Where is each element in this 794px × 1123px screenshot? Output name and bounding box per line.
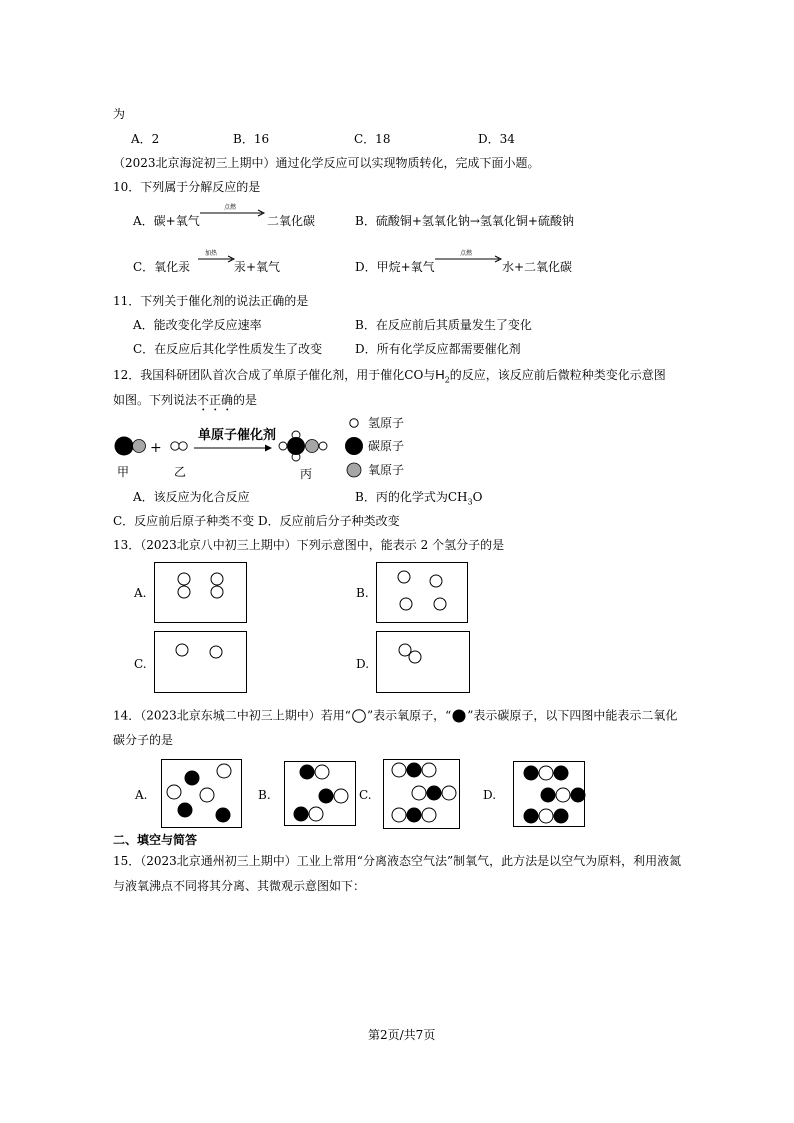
oxygen-symbol-icon — [351, 709, 367, 723]
legend-carbon-label: 碳原子 — [368, 439, 405, 453]
q9-option-a: A．2 — [131, 132, 160, 146]
bing-hydrogen-atom — [319, 442, 327, 450]
q12-stem-line1: 12．我国科研团队首次合成了单原子催化剂，用于催化CO与$H_2$的反应，该反应前后微粒种类变化示意图 — [113, 367, 666, 385]
q11-option-c: C．在反应后其化学性质发生了改变 — [133, 342, 323, 356]
q14-option-a-box — [161, 759, 242, 828]
q14-label-d: D. — [483, 788, 497, 802]
bing-carbon-atom — [287, 437, 305, 455]
q10-d-condition: 点燃 — [460, 251, 473, 257]
legend-carbon-icon — [345, 437, 363, 455]
q14-label-b: B. — [258, 788, 271, 802]
q13-option-d-box — [376, 631, 470, 693]
q14-stem-line2: 碳分子的是 — [113, 733, 174, 747]
q12-emphasis: 不正确 — [197, 393, 234, 407]
q10-a-arrow — [200, 209, 268, 217]
q10-stem: 10．下列属于分解反应的是 — [113, 180, 261, 194]
q13-option-a-box — [154, 562, 247, 623]
q13-label-a: A. — [134, 586, 147, 600]
q15-line1: 15．（2023北京通州初三上期中）工业上常用“分离液态空气法”制氧气，此方法是以空气为原料，利用液氮 — [113, 854, 682, 868]
q10-c-condition: 加热 — [205, 251, 218, 257]
section-heading: 二、填空与简答 — [113, 833, 198, 847]
q12-options-cd: C．反应前后原子种类不变 D．反应前后分子种类改变 — [113, 514, 400, 528]
q12-legend-symbols — [345, 412, 365, 482]
carbon-symbol-icon — [451, 709, 467, 723]
q10-c-left: C．氧化汞 — [133, 260, 191, 274]
q13-label-b: B. — [356, 586, 369, 600]
yi-hydrogen-atom — [179, 442, 187, 450]
q12-stem-line2: 如图。下列说法不正确的是 — [113, 393, 258, 407]
q9-option-d: D．34 — [478, 132, 515, 146]
q12-label-jia: 甲 — [117, 465, 130, 479]
jia-carbon-atom — [115, 437, 134, 456]
q13-stem: 13．（2023北京八中初三上期中）下列示意图中，能表示 2 个氢分子的是 — [113, 538, 505, 552]
q12-label-bing: 丙 — [300, 467, 313, 481]
q10-c-right: 汞+氧气 — [234, 260, 281, 274]
q14-stem-line1: 14．（2023北京东城二中初三上期中）若用“ ”表示氧原子，“ ”表示碳原子，以下四图中能表示二氧化 — [113, 708, 678, 723]
legend-hydrogen-icon — [350, 419, 358, 427]
q14-option-c-box — [383, 759, 460, 829]
legend-oxygen-icon — [347, 463, 361, 477]
q12-plus: + — [150, 440, 162, 456]
q10-a-right: 二氧化碳 — [267, 214, 316, 228]
q12-option-b: B．丙的化学式为$CH_3O$ — [355, 490, 483, 507]
q12-catalyst-label: 单原子催化剂 — [198, 427, 277, 442]
q13-option-b-box — [376, 562, 468, 623]
q11-stem: 11．下列关于催化剂的说法正确的是 — [113, 294, 309, 308]
q11-option-d: D．所有化学反应都需要催化剂 — [355, 342, 521, 356]
legend-oxygen-label: 氧原子 — [368, 463, 405, 477]
q10-c-arrow — [198, 255, 238, 263]
legend-hydrogen-label: 氢原子 — [368, 416, 405, 430]
q12-option-a: A．该反应为化合反应 — [133, 490, 250, 504]
q9-tail: 为 — [113, 107, 126, 121]
q12-label-yi: 乙 — [174, 465, 187, 479]
page-footer: 第2页/共7页 — [368, 1028, 436, 1042]
q10-d-arrow — [435, 255, 505, 263]
q10-d-left: D．甲烷+氧气 — [355, 260, 435, 274]
group-intro: （2023北京海淀初三上期中）通过化学反应可以实现物质转化，完成下面小题。 — [113, 156, 540, 170]
q9-option-b: B．16 — [233, 132, 270, 146]
q11-option-a: A．能改变化学反应速率 — [133, 318, 262, 332]
q14-option-b-box — [284, 761, 356, 826]
q10-option-b: B．硫酸铜+氢氧化钠→氢氧化铜+硫酸钠 — [355, 214, 574, 228]
q14-label-c: C. — [359, 788, 372, 802]
yi-hydrogen-atom — [171, 442, 179, 450]
q13-label-c: C. — [134, 657, 147, 671]
bing-hydrogen-atom — [279, 442, 287, 450]
q13-option-c-box — [154, 631, 247, 693]
q10-d-right: 水+二氧化碳 — [502, 260, 573, 274]
q15-line2: 与液氧沸点不同将其分离、其微观示意图如下： — [113, 879, 366, 893]
q14-option-d-box — [513, 761, 585, 827]
q10-a-left: A．碳+氧气 — [133, 214, 200, 228]
q13-label-d: D. — [356, 657, 370, 671]
jia-oxygen-atom — [133, 440, 146, 453]
q14-label-a: A. — [135, 788, 148, 802]
bing-oxygen-atom — [306, 440, 319, 453]
q9-option-c: C．18 — [354, 132, 391, 146]
q10-a-condition: 点燃 — [224, 205, 237, 211]
q11-option-b: B．在反应前后其质量发生了变化 — [355, 318, 532, 332]
